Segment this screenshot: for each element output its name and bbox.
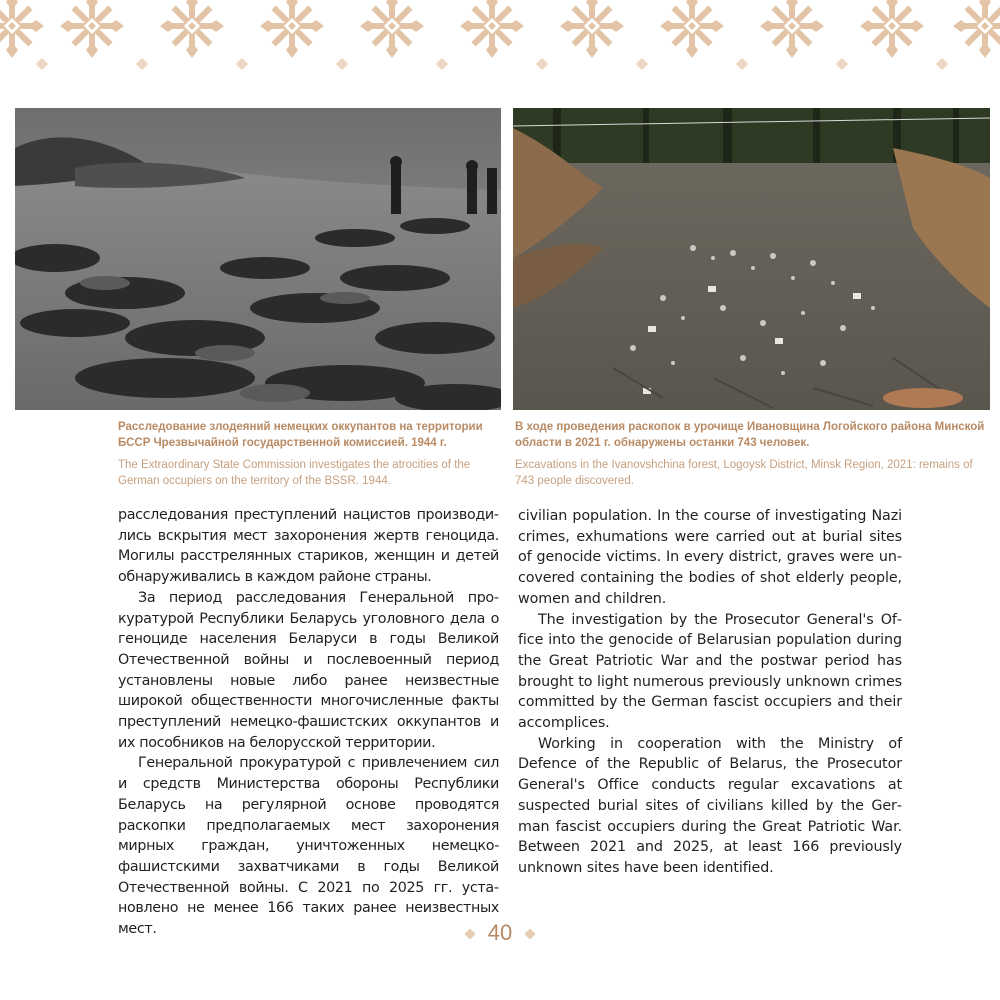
snowflake-ornament-icon — [0, 0, 1000, 80]
page-number: 40 — [487, 920, 513, 945]
diamond-icon — [525, 929, 536, 940]
diamond-icon — [464, 929, 475, 940]
photo-caption-right — [515, 419, 995, 489]
photo-caption-left — [118, 419, 498, 489]
ru-paragraph-1: расследования преступлений нацистов производились вскрытия мест захоронения жертв геноцида. Могилы расстрелянных стариков, женщин и детей обнаруживались в каждом районе страны. — [118, 507, 499, 586]
caption-left-en: The Extraordinary State Commission investigates the atrocities of the German occupiers on the territory of the BSSR. 1944. — [118, 459, 471, 487]
caption-left-ru: Расследование злодеяний немецких оккупантов на территории БССР Чрезвычайной государственной комиссией. 1944 г. — [118, 421, 483, 449]
photo-1944-commission — [15, 108, 501, 410]
en-paragraph-1: civilian population. In the course of investigating Nazi crimes, exhumations were carried out at burial sites of genocide victims. In every district, graves were uncovered containing the bodies of shot elderly people, women and children. — [518, 508, 902, 607]
russian-text-column — [118, 505, 499, 940]
ru-paragraph-3: Генеральной прокуратурой с привлечением сил и средств Министерства обороны Республики Беларусь на регулярной основе проводятся раскопки предполагаемых мест захоронения мирных граждан, уничтоженных немецко-фашистскими захватчиками в годы Великой Отечественной войны. С 2021 по 2025 гг. установлено не менее 166 таких ранее неизвестных мест. — [118, 755, 499, 938]
photo-2021-excavation — [513, 108, 990, 410]
decorative-ornament-band — [0, 0, 1000, 80]
english-text-column — [518, 506, 902, 879]
caption-right-en: Excavations in the Ivanovshchina forest, Logoysk District, Minsk Region, 2021: remains of 743 people discovered. — [515, 459, 973, 487]
en-paragraph-2: The investigation by the Prosecutor General's Office into the genocide of Belarusian population during the Great Patriotic War and the postwar period has brought to light numerous previously unknown crimes committed by the German fascist occupiers and their accomplices. — [518, 611, 902, 732]
ru-paragraph-2: За период расследования Генеральной прокуратурой Республики Беларусь уголовного дела о геноциде населения Беларуси в годы Великой Отечественной войны и послевоенный период установлены новые либо ранее неизвестные широкой общественности многочисленные факты преступлений немецко-фашистских оккупантов и их пособников на белорусской территории. — [118, 589, 499, 751]
page-footer — [0, 920, 1000, 946]
caption-right-ru: В ходе проведения раскопок в урочище Ивановщина Логойского района Минской области в 2021 г. обнаружены останки 743 человек. — [515, 421, 985, 449]
en-paragraph-3: Working in cooperation with the Ministry of Defence of the Republic of Belarus, the Prosecutor General's Office conducts regular excavations at suspected burial sites of civilians killed by the German fascist occupiers during the Great Patriotic War. Between 2021 and 2025, at least 166 previously unknown sites have been identified. — [518, 735, 902, 876]
